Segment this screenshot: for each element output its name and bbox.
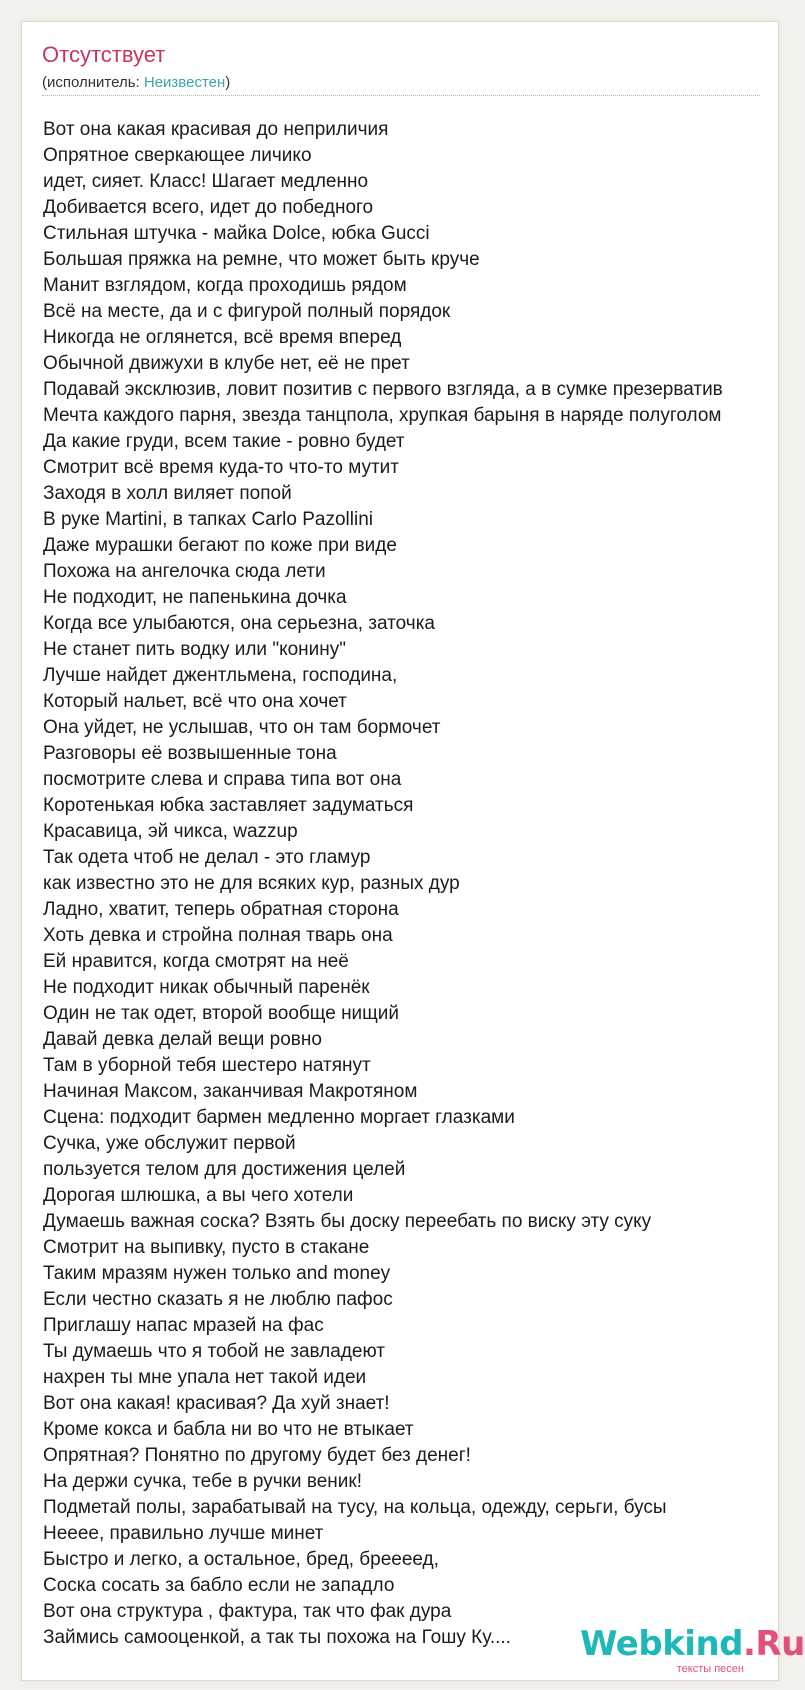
lyric-line: Таким мразям нужен только and money (43, 1263, 391, 1284)
lyric-line: Если честно сказать я не люблю пафос (43, 1289, 393, 1310)
lyric-line: Соска сосать за бабло если не западло (43, 1575, 395, 1596)
lyric-line: Ей нравится, когда смотрят на неё (43, 951, 349, 972)
artist-suffix: ) (225, 74, 231, 91)
lyric-line: Лучше найдет джентльмена, господина, (43, 665, 398, 686)
lyric-line: пользуется телом для достижения целей (43, 1159, 406, 1180)
lyric-line: Опрятное сверкающее личико (43, 145, 312, 166)
song-title: Отсутствует (42, 42, 166, 67)
dotted-divider (42, 95, 760, 96)
lyric-line: Подметай полы, зарабатывай на тусу, на кольца, одежду, серьги, бусы (43, 1497, 667, 1518)
lyric-line: Думаешь важная соска? Взять бы доску переебать по виску эту суку (43, 1211, 652, 1232)
lyric-line: Сучка, уже обслужит первой (43, 1133, 296, 1154)
lyric-line: Похожа на ангелочка сюда лети (43, 561, 326, 582)
lyric-line: Один не так одет, второй вообще нищий (43, 1003, 400, 1024)
lyric-line: Приглашу напас мразей на фас (43, 1315, 324, 1336)
lyric-line: Манит взглядом, когда проходишь рядом (43, 275, 407, 296)
lyric-line: Кроме кокса и бабла ни во что не втыкает (43, 1419, 414, 1440)
lyric-line: Обычной движухи в клубе нет, её не прет (43, 353, 410, 374)
lyric-line: Красавица, эй чикса, wazzup (43, 821, 298, 842)
lyric-line: Добивается всего, идет до победного (43, 197, 374, 218)
lyric-line: Так одета чтоб не делал - это гламур (43, 847, 371, 868)
webkind-logo[interactable] (580, 1624, 805, 1676)
lyric-line: Вот она какая! красивая? Да хуй знает! (43, 1393, 390, 1414)
lyric-line: Начиная Максом, заканчивая Макротяном (43, 1081, 418, 1102)
lyric-line: Даже мурашки бегают по коже при виде (43, 535, 397, 556)
lyric-line: идет, сияет. Класс! Шагает медленно (43, 171, 369, 192)
lyric-line: Вот она какая красивая до неприличия (43, 119, 389, 140)
lyric-line: Там в уборной тебя шестеро натянут (43, 1055, 371, 1076)
lyric-line: Не подходит никак обычный паренёк (43, 977, 370, 998)
artist-link[interactable]: Неизвестен (143, 74, 226, 91)
lyric-line: Никогда не оглянется, всё время вперед (43, 327, 402, 348)
lyric-line: Мечта каждого парня, звезда танцпола, хрупкая барыня в наряде полуголом (43, 405, 722, 426)
lyric-line: Хоть девка и стройна полная тварь она (43, 925, 393, 946)
logo-subtitle: тексты песен (676, 1663, 744, 1675)
lyric-line: В руке Martini, в тапках Carlo Pazollini (43, 509, 373, 530)
artist-line (42, 74, 230, 92)
lyric-line: Вот она структура , фактура, так что фак дура (43, 1601, 452, 1622)
lyric-line: Большая пряжка на ремне, что может быть круче (43, 249, 480, 270)
lyric-line: Нееее, правильно лучше минет (43, 1523, 324, 1544)
artist-prefix: (исполнитель: (42, 74, 144, 91)
lyric-line: На держи сучка, тебе в ручки веник! (43, 1471, 362, 1492)
lyric-line: Когда все улыбаются, она серьезна, заточка (43, 613, 435, 634)
lyrics-text (43, 117, 723, 1651)
lyric-line: Не подходит, не папенькина дочка (43, 587, 347, 608)
lyric-line: Заходя в холл виляет попой (43, 483, 292, 504)
lyric-line: Не станет пить водку или "конину" (43, 639, 347, 660)
lyric-line: Коротенькая юбка заставляет задуматься (43, 795, 414, 816)
lyric-line: Дорогая шлюшка, а вы чего хотели (43, 1185, 354, 1206)
logo-wordmark (580, 1624, 805, 1664)
lyric-line: Быстро и легко, а остальное, бред, бреееед, (43, 1549, 439, 1570)
lyric-line: Разговоры её возвышенные тона (43, 743, 337, 764)
lyric-line: Всё на месте, да и с фигурой полный порядок (43, 301, 451, 322)
lyric-line: Да какие груди, всем такие - ровно будет (43, 431, 405, 452)
lyric-line: Смотрит всё время куда-то что-то мутит (43, 457, 399, 478)
lyric-line: Смотрит на выпивку, пусто в стакане (43, 1237, 370, 1258)
lyric-line: Займись самооценкой, а так ты похожа на Гошу Ку.... (43, 1627, 511, 1648)
lyric-line: как известно это не для всяких кур, разных дур (43, 873, 460, 894)
lyric-line: Ты думаешь что я тобой не завладеют (43, 1341, 386, 1362)
lyric-line: Опрятная? Понятно по другому будет без денег! (43, 1445, 471, 1466)
logo-tld: .Ru (743, 1624, 805, 1664)
lyrics-card (21, 21, 805, 1681)
lyric-line: Давай девка делай вещи ровно (43, 1029, 322, 1050)
lyric-line: нахрен ты мне упала нет такой идеи (43, 1367, 367, 1388)
lyric-line: посмотрите слева и справа типа вот она (43, 769, 402, 790)
lyric-line: Ладно, хватит, теперь обратная сторона (43, 899, 399, 920)
lyric-line: Стильная штучка - майка Dolce, юбка Gucci (43, 223, 430, 244)
lyric-line: Подавай эксклюзив, ловит позитив с первого взгляда, а в сумке презерватив (43, 379, 723, 400)
lyric-line: Который нальет, всё что она хочет (43, 691, 347, 712)
logo-main-text: Webkind (580, 1624, 743, 1664)
lyric-line: Сцена: подходит бармен медленно моргает глазками (43, 1107, 515, 1128)
lyric-line: Она уйдет, не услышав, что он там бормочет (43, 717, 441, 738)
